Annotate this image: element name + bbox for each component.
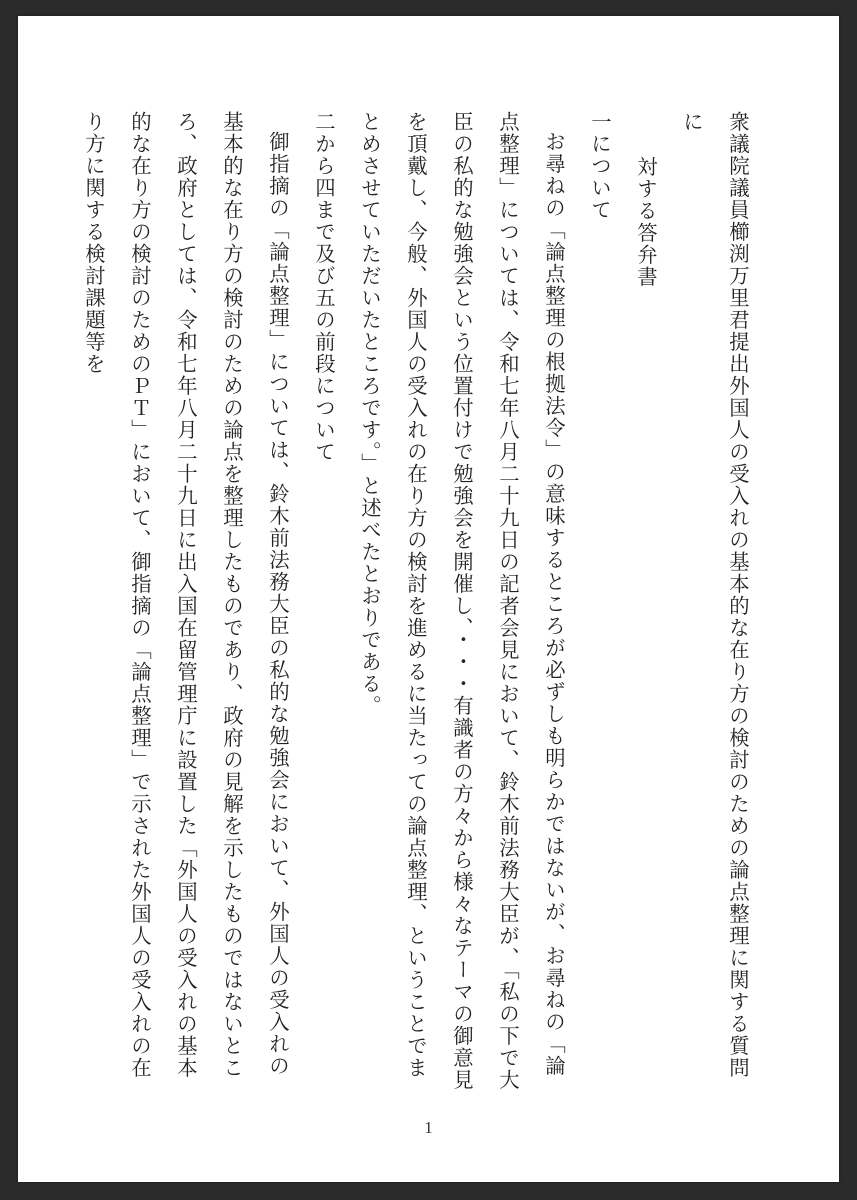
section1-heading: 一について — [588, 111, 612, 221]
section2-body: 御指摘の「論点整理」については、鈴木前法務大臣の私的な勉強会において、外国人の受入れの基本的な在り方の検討のための論点を整理したものであり、政府の見解を示したものではないところ、政府としては、令和七年八月二十九日に出入国在留管理庁に設置した「外国人の受入れの基本的な在り方の検討のためのＰＴ」において、御指摘の「論点整理」で示された外国人の受入れの在り方に関する検討課題等を — [82, 111, 290, 1079]
document-body — [71, 111, 761, 1091]
page-number: 1 — [424, 1118, 433, 1137]
section2-heading: 二から四まで及び五の前段について — [312, 111, 336, 463]
section1-body: お尋ねの「論点整理の根拠法令」の意味するところが必ずしも明らかではないが、お尋ねの「論点整理」については、令和七年八月二十九日の記者会見において、鈴木前法務大臣が、「私の下で大臣の私的な勉強会という位置付けで勉強会を開催し、・・・有識者の方々から様々なテーマの御意見を頂戴し、今般、外国人の受入れの在り方の検討を進めるに当たっての論点整理、ということでまとめさせていただいたところです。」と述べたとおりである。 — [358, 111, 566, 1091]
document-subtitle: 対する答弁書 — [634, 155, 658, 288]
document-title: 衆議院議員櫛渕万里君提出外国人の受入れの基本的な在り方の検討のための論点整理に関する質問に — [680, 111, 750, 1079]
document-page — [18, 16, 839, 1182]
